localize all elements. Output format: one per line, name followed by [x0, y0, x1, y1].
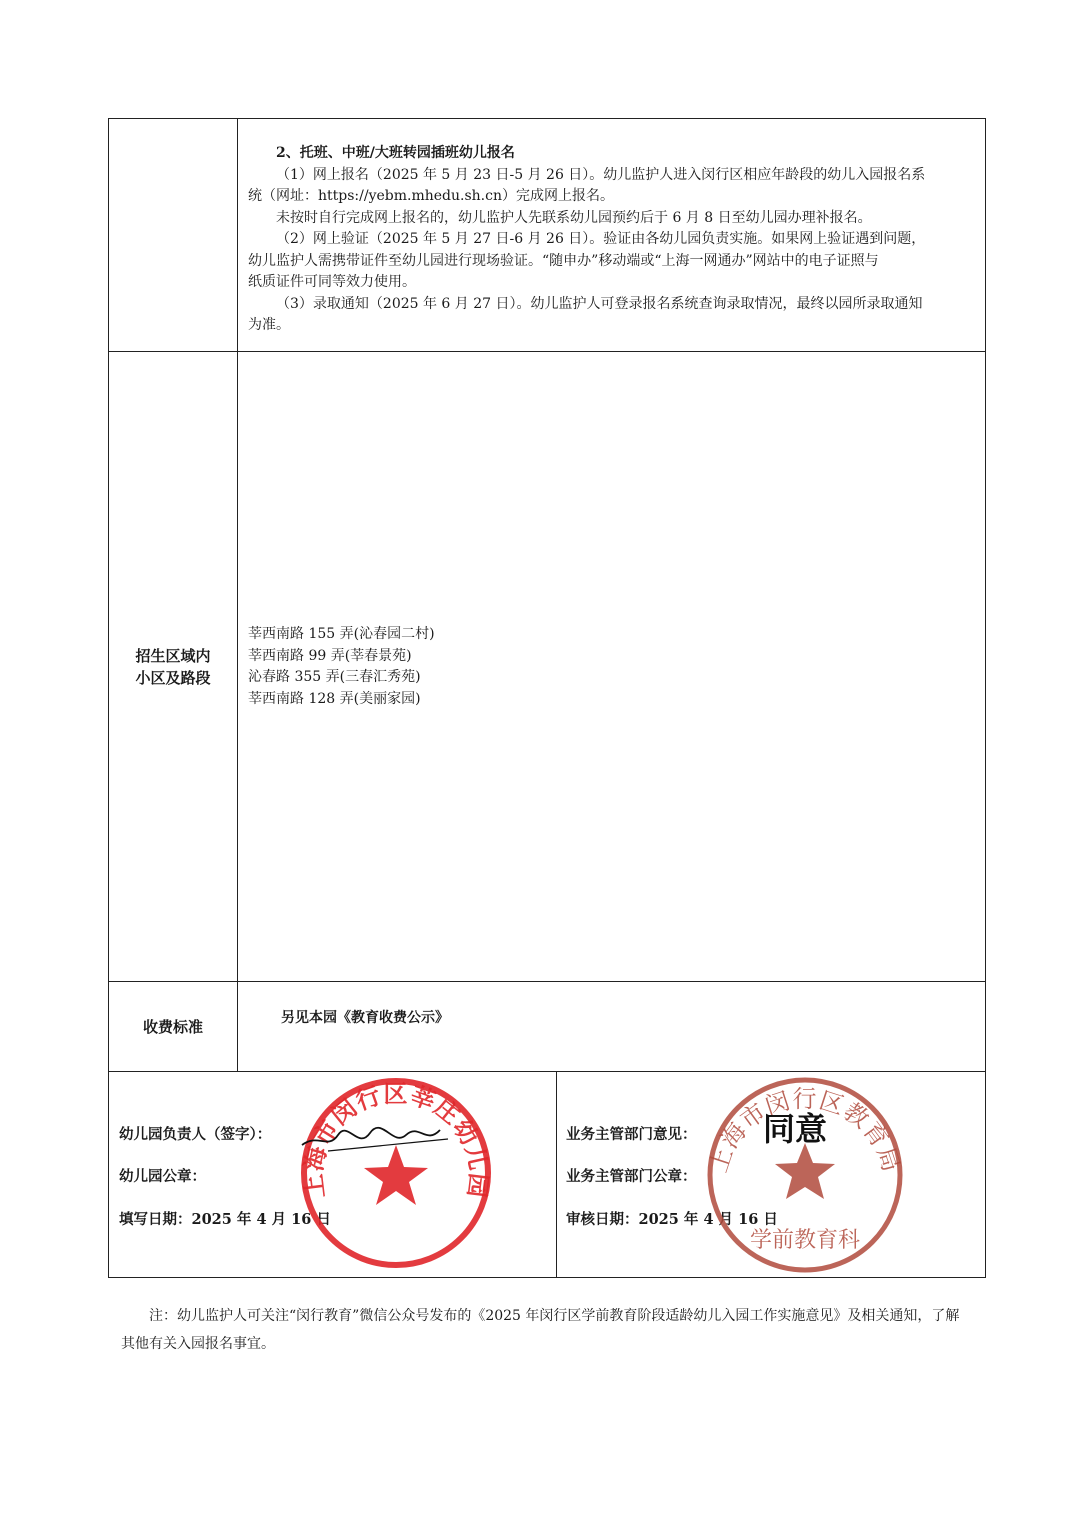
address-item: 莘西南路 155 弄(沁春园二村): [248, 626, 435, 642]
fee-value: 另见本园《教育收费公示》: [281, 1010, 449, 1026]
bureau-seal-stamp: [700, 1075, 910, 1275]
column-divider: [237, 119, 238, 1071]
dept-seal-label: 业务主管部门公章：: [566, 1168, 697, 1185]
late-registration: 未按时自行完成网上报名的，幼儿监护人先联系幼儿园预约后于 6 月 8 日至幼儿园办理补报名。: [276, 209, 872, 226]
dept-opinion-value: 同意: [762, 1110, 828, 1148]
star-icon: [775, 1143, 835, 1199]
row-divider: [109, 981, 985, 982]
bureau-seal-text: 上海市闵行区教育局: [704, 1085, 906, 1176]
bureau-seal-bottom-text: 学前教育科: [749, 1228, 861, 1253]
kindergarten-head-label: 幼儿园负责人（签字）：: [119, 1126, 272, 1143]
address-item: 沁春路 355 弄(三春汇秀苑): [248, 669, 421, 685]
column-divider: [556, 1071, 557, 1277]
footnote: 注：幼儿监护人可关注“闵行教育”微信公众号发布的《2025 年闵行区学前教育阶段适龄幼儿入园工作实施意见》及相关通知，了解其他有关入园报名事宜。: [121, 1308, 960, 1352]
enroll-area-label-line: 小区及路段: [135, 669, 211, 687]
enroll-area-label: [109, 645, 237, 689]
star-icon: [364, 1145, 428, 1205]
online-verification-cont: 纸质证件可同等效力使用。: [248, 274, 416, 290]
online-registration: （1）网上报名（2025 年 5 月 23 日-5 月 26 日）。幼儿监护人进入闵行区相应年龄段的幼儿入园报名系: [276, 166, 926, 183]
address-item: 莘西南路 99 弄(莘春景苑): [248, 647, 412, 664]
review-date: 审核日期：2025 年 4 月 16 日: [566, 1211, 778, 1228]
row-divider: [109, 1071, 985, 1072]
admission-notice: （3）录取通知（2025 年 6 月 27 日）。幼儿监护人可登录报名系统查询录取情况，最终以园所录取通知: [276, 295, 923, 312]
row-divider: [109, 351, 985, 352]
kindergarten-seal-label: 幼儿园公章：: [119, 1168, 206, 1185]
fill-date: 填写日期：2025 年 4 月 16 日: [119, 1211, 331, 1228]
section-title: 2、托班、中班/大班转园插班幼儿报名: [276, 145, 515, 161]
admission-notice-cont: 为准。: [248, 317, 290, 333]
dept-opinion-label: 业务主管部门意见：: [566, 1126, 697, 1143]
enroll-area-label-line: 招生区域内: [135, 647, 211, 665]
kindergarten-seal-stamp: [298, 1075, 494, 1271]
address-item: 莘西南路 128 弄(美丽家园): [248, 690, 421, 707]
online-registration-cont: 统（网址：https://yebm.mhedu.sh.cn）完成网上报名。: [248, 188, 614, 204]
fee-label: 收费标准: [142, 1018, 203, 1036]
online-verification: （2）网上验证（2025 年 5 月 27 日-6 月 26 日）。验证由各幼儿园负责实施。如果网上验证遇到问题，: [276, 231, 926, 247]
address-list: [248, 624, 848, 710]
online-verification-cont: 幼儿监护人需携带证件至幼儿园进行现场验证。“随申办”移动端或“上海一网通办”网站中的电子证照与: [248, 252, 879, 269]
registration-section: [248, 143, 972, 337]
kindergarten-seal-text: 上海市闵行区莘庄幼儿园: [299, 1079, 493, 1200]
